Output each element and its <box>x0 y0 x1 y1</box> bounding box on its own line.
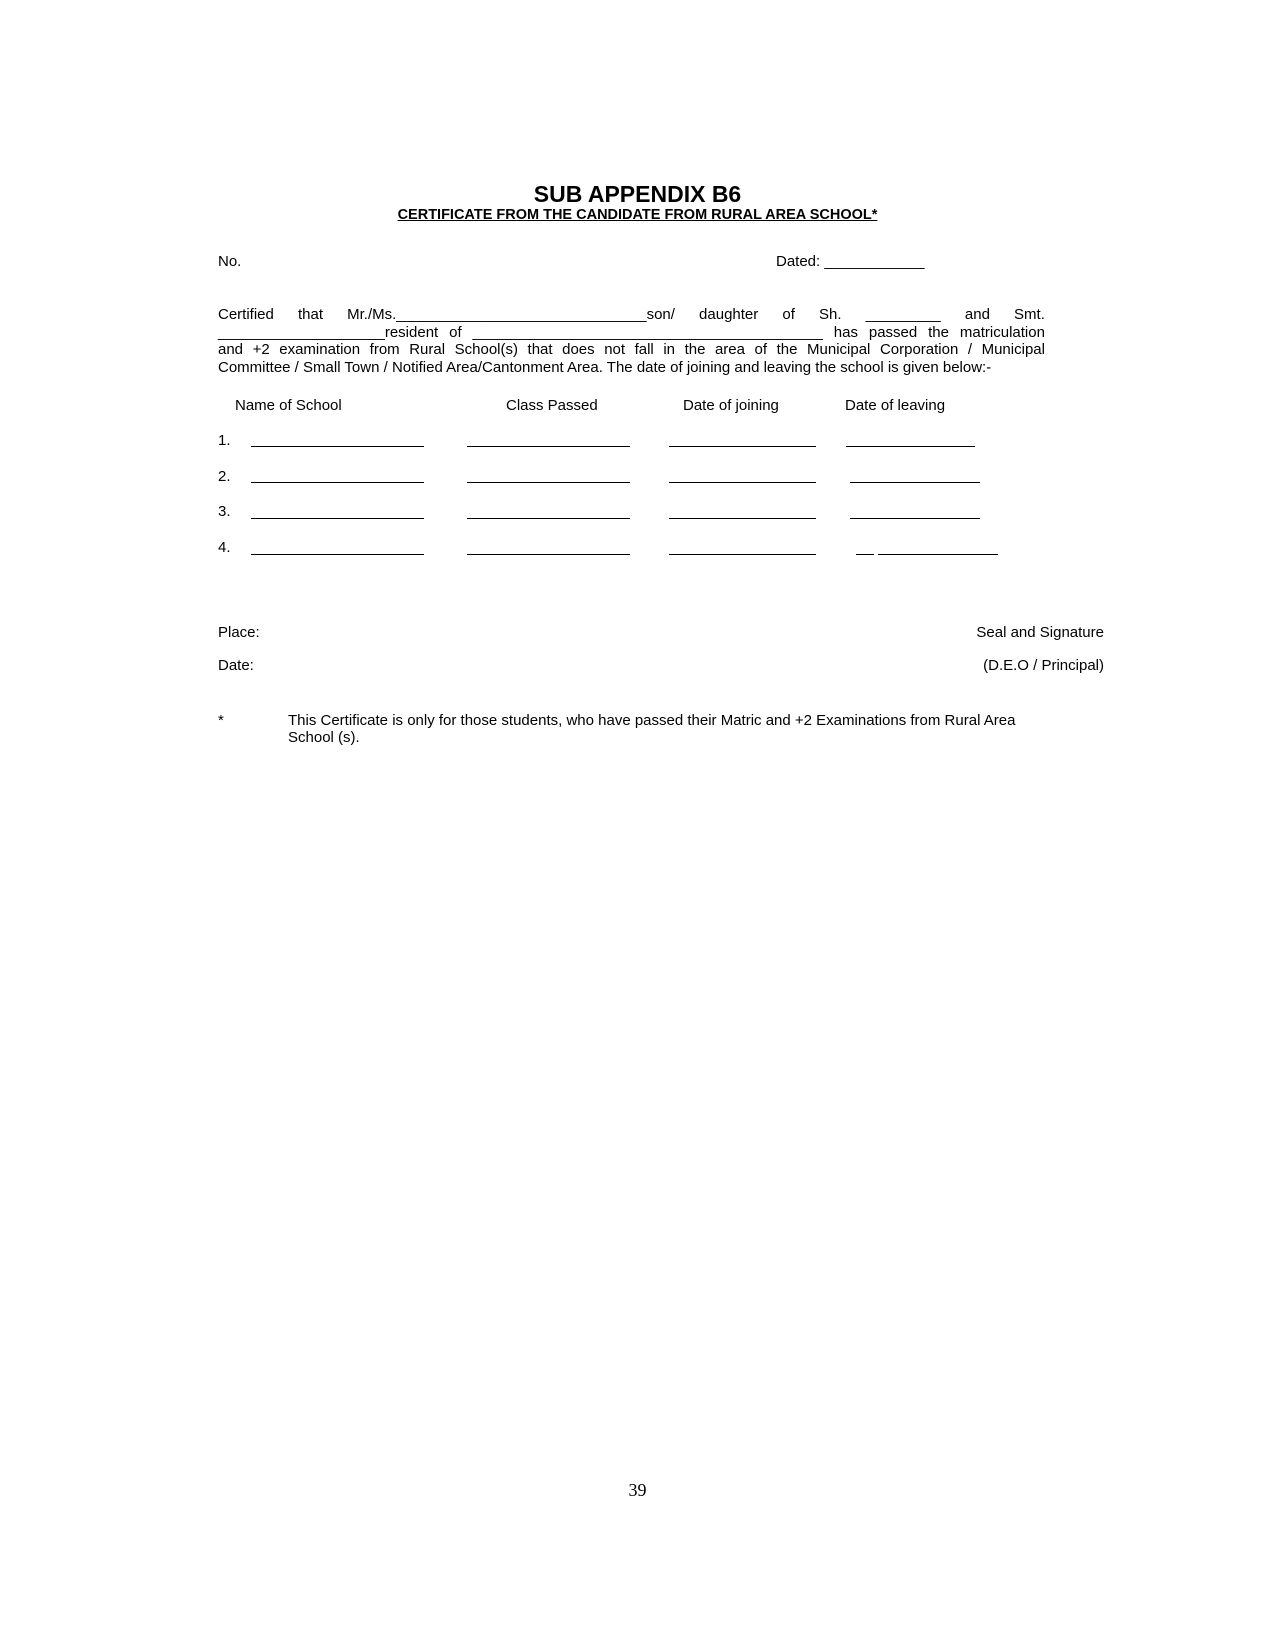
place-label: Place: <box>218 624 260 641</box>
header-name-of-school: Name of School <box>235 397 342 414</box>
row-number: 2. <box>218 468 231 485</box>
school-name-blank[interactable] <box>251 554 424 555</box>
date-leaving-blank[interactable] <box>850 482 980 483</box>
date-joining-blank[interactable] <box>669 446 816 447</box>
header-date-of-joining: Date of joining <box>683 397 779 414</box>
number-label: No. <box>218 253 242 270</box>
class-passed-blank[interactable] <box>467 482 630 483</box>
seal-signature-label: Seal and Signature <box>976 624 1104 641</box>
certificate-paragraph <box>218 306 1045 376</box>
header-class-passed: Class Passed <box>506 397 598 414</box>
page-subtitle: CERTIFICATE FROM THE CANDIDATE FROM RURAL AREA SCHOOL* <box>397 207 878 223</box>
paragraph-line-2: ____________________resident of __________________________________________ has passed the matriculation <box>218 323 1045 341</box>
page-number: 39 <box>628 1480 647 1500</box>
deo-principal-label: (D.E.O / Principal) <box>983 657 1104 674</box>
dated-field: Dated: ____________ <box>776 253 925 270</box>
row-number: 1. <box>218 432 231 449</box>
paragraph-line-3: and +2 examination from Rural School(s) that does not fall in the area of the Municipal Corporation / Municipal <box>218 341 1045 359</box>
school-name-blank[interactable] <box>251 446 424 447</box>
paragraph-line-1: Certified that Mr./Ms.______________________________son/ daughter of Sh. _________ and Smt. <box>218 306 1045 323</box>
row-number: 4. <box>218 539 231 556</box>
date-joining-blank[interactable] <box>669 554 816 555</box>
school-name-blank[interactable] <box>251 518 424 519</box>
date-leaving-blank[interactable] <box>846 446 975 447</box>
date-joining-blank[interactable] <box>669 482 816 483</box>
paragraph-line-4: Committee / Small Town / Notified Area/Cantonment Area. The date of joining and leaving the school is given below:- <box>218 358 992 376</box>
date-leaving-blank[interactable] <box>878 554 998 555</box>
footnote-marker: * <box>218 712 224 729</box>
footnote-text: This Certificate is only for those students, who have passed their Matric and +2 Examinations from Rural Area School (s). <box>288 712 1016 746</box>
class-passed-blank[interactable] <box>467 554 630 555</box>
row-number: 3. <box>218 503 231 520</box>
school-name-blank[interactable] <box>251 482 424 483</box>
date-leaving-blank[interactable] <box>856 554 874 555</box>
class-passed-blank[interactable] <box>467 446 630 447</box>
page-title: SUB APPENDIX B6 <box>533 181 742 207</box>
date-joining-blank[interactable] <box>669 518 816 519</box>
header-date-of-leaving: Date of leaving <box>845 397 946 414</box>
date-leaving-blank[interactable] <box>850 518 980 519</box>
date-label: Date: <box>218 657 254 674</box>
class-passed-blank[interactable] <box>467 518 630 519</box>
